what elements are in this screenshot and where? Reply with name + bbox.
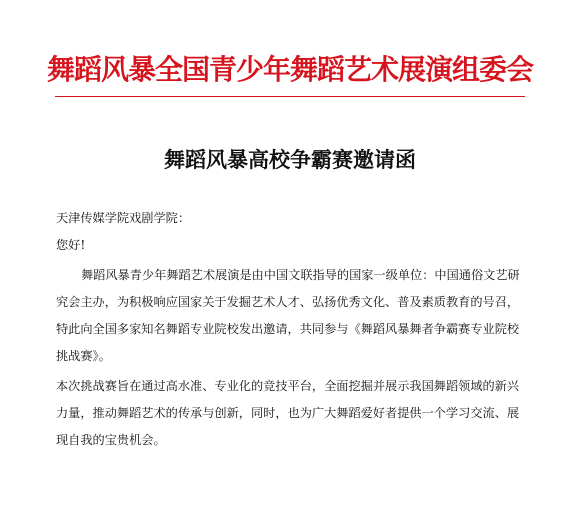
letter-body: [56, 205, 530, 454]
recipient-line: 天津传媒学院戏剧学院：: [56, 211, 191, 225]
paragraph1-line2: 究会主办，为积极响应国家关于发掘艺术人才、弘扬优秀文化、普及素质教育的号召，: [56, 295, 520, 309]
greeting-line: 您好!: [56, 238, 86, 252]
paragraph2-line1: 本次挑战赛旨在通过高水准、专业化的竞技平台，全面挖掘并展示我国舞蹈领域的新兴: [56, 379, 520, 393]
paragraph2-line2: 力量，推动舞蹈艺术的传承与创新，同时，也为广大舞蹈爱好者提供一个学习交流、展: [56, 406, 520, 420]
paragraph2-line3: 现自我的宝贵机会。: [56, 433, 166, 447]
organization-header: 舞蹈风暴全国青少年舞蹈艺术展演组委会: [46, 53, 533, 86]
paragraph1-line3: 特此向全国多家知名舞蹈专业院校发出邀请，共同参与《舞蹈风暴舞者争霸赛专业院校: [56, 322, 520, 336]
paragraph1-line1: 舞蹈风暴青少年舞蹈艺术展演是由中国文联指导的国家一级单位：中国通俗文艺研: [81, 268, 520, 282]
paragraph1-line4: 挑战赛》。: [56, 349, 111, 363]
header-divider: [55, 96, 525, 97]
document-title: 舞蹈风暴高校争霸赛邀请函: [164, 147, 416, 172]
